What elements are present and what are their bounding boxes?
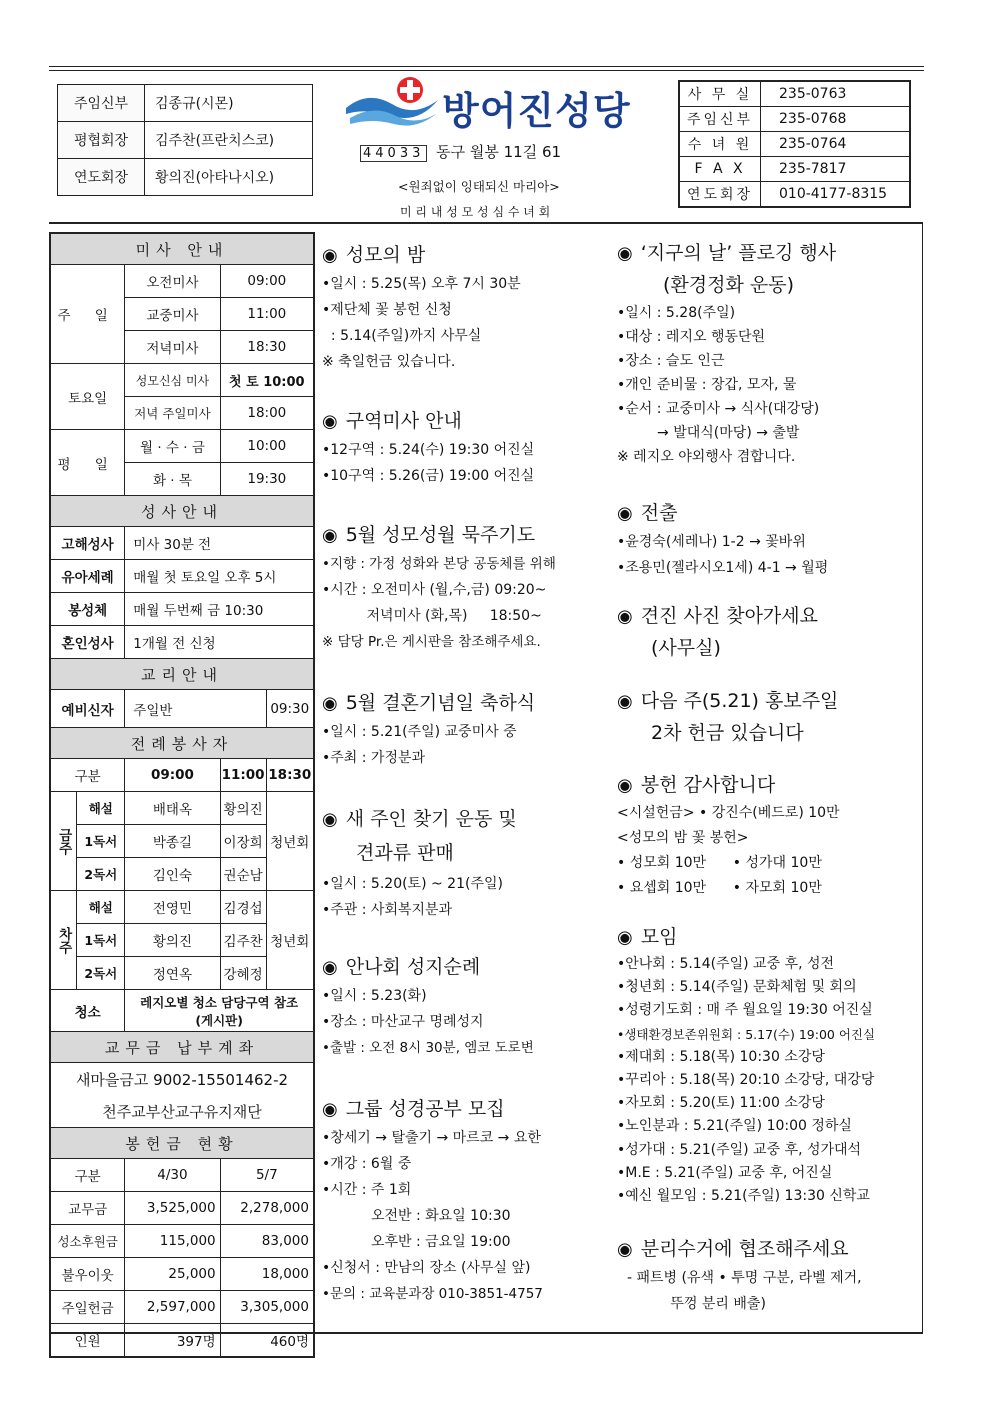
bullet-icon: ◉ (617, 691, 633, 712)
notice-line: •제단체 꽃 봉헌 신청 (322, 302, 452, 318)
phone-value: 235-0768 (761, 107, 911, 132)
sacrament-value: 1개월 전 신청 (125, 626, 314, 659)
patron: <원죄없이 잉태되신 마리아> (398, 179, 560, 194)
saturday-label: 토요일 (50, 364, 125, 430)
notice-line: <성모의 밤 꽃 봉헌> (617, 830, 749, 846)
bullet-icon: ◉ (617, 927, 633, 948)
phone-value: 010-4177-8315 (761, 182, 911, 208)
notice-section (617, 686, 917, 749)
notice-title (617, 686, 917, 717)
offering-head: 5/7 (220, 1159, 314, 1192)
offering-key: 교무금 (50, 1192, 125, 1225)
notice-section (617, 601, 917, 664)
notice-line: •장소 : 마산교구 명례성지 (322, 1014, 484, 1030)
notice-line: •장소 : 슬도 인근 (617, 353, 725, 369)
notice-section (617, 498, 917, 581)
mass-name: 오전미사 (125, 265, 220, 298)
sacrament-key: 봉성체 (50, 593, 125, 626)
servers-head: 11:00 (220, 759, 266, 792)
mass-title: 미사 안내 (50, 233, 314, 265)
sunday-label: 주 일 (50, 265, 125, 364)
mass-time: 10:00 (220, 430, 314, 463)
mass-time: 09:00 (220, 265, 314, 298)
title-text: ‘지구의 날’ 플로깅 행사 (640, 242, 837, 264)
sacrament-key: 혼인성사 (50, 626, 125, 659)
mass-name: 교중미사 (125, 298, 220, 331)
title-text: 전출 (640, 502, 678, 524)
notice-line: •주관 : 사회복지분과 (322, 902, 453, 918)
notice-title-cont: 2차 헌금 있습니다 (651, 722, 804, 744)
title-text: 5월 결혼기념일 축하식 (345, 692, 536, 714)
top-rule (49, 66, 924, 67)
notice-line: • 요셉회 10만 • 자모회 10만 (617, 880, 822, 896)
servers-head: 09:00 (125, 759, 220, 792)
mass-name: 월 · 수 · 금 (125, 430, 220, 463)
name-cell: 김주찬(프란치스코) (145, 122, 313, 159)
servers-head: 구분 (50, 759, 125, 792)
offering-value: 2,597,000 (125, 1291, 220, 1324)
server-role: 1독서 (77, 825, 125, 858)
offering-head: 구분 (50, 1159, 125, 1192)
bullet-icon: ◉ (322, 1099, 338, 1120)
notice-title-cont: (사무실) (651, 637, 721, 659)
notice-title (322, 1094, 607, 1125)
notice-title (617, 238, 917, 269)
doctrine-time: 09:30 (266, 690, 314, 728)
notice-line: •시간 : 주 1회 (322, 1182, 412, 1198)
name-cell: 김종규(시몬) (145, 85, 313, 122)
notice-line: •개강 : 6월 중 (322, 1156, 412, 1172)
name-cell: 황의진(아타나시오) (145, 159, 313, 196)
title-text: 분리수거에 협조해주세요 (640, 1238, 849, 1260)
server-name: 황의진 (220, 792, 266, 825)
weekday-label: 평 일 (50, 430, 125, 496)
offering-key: 주일헌금 (50, 1291, 125, 1324)
notice-line: → 발대식(마당) → 출발 (617, 425, 800, 441)
notice-line: •개인 준비물 : 장갑, 모자, 물 (617, 377, 797, 393)
sacrament-value: 매월 첫 토요일 오후 5시 (125, 560, 314, 593)
phone-label: 연도회장 (679, 182, 761, 208)
offering-value: 83,000 (220, 1225, 314, 1258)
server-name: 김인숙 (125, 858, 220, 891)
offering-value: 3,525,000 (125, 1192, 220, 1225)
mass-time: 첫 토 10:00 (220, 364, 314, 397)
server-name: 배태옥 (125, 792, 220, 825)
notice-title (617, 601, 917, 632)
notice-section (322, 520, 607, 655)
title-text: 구역미사 안내 (345, 410, 462, 432)
offering-value: 115,000 (125, 1225, 220, 1258)
offering-value: 460명 (220, 1324, 314, 1358)
notice-line: •신청서 : 만남의 장소 (사무실 앞) (322, 1260, 531, 1276)
bullet-icon: ◉ (617, 503, 633, 524)
servers-head: 18:30 (266, 759, 314, 792)
postal-code: 44033 (360, 145, 427, 162)
notice-line: •성령기도회 : 매 주 월요일 19:30 어진실 (617, 1002, 873, 1019)
offering-title: 봉헌금 현황 (50, 1128, 314, 1159)
offering-key: 성소후원금 (50, 1225, 125, 1258)
mass-name: 성모신심 미사 (125, 364, 220, 397)
bullet-icon: ◉ (322, 809, 338, 830)
notice-section (322, 952, 607, 1061)
notice-line: •창세기 → 탈출기 → 마르코 → 요한 (322, 1130, 541, 1146)
notice-section (617, 238, 917, 469)
account-number: 새마을금고 9002-15501462-2 (50, 1063, 314, 1096)
server-role: 2독서 (77, 957, 125, 990)
notice-section (617, 922, 917, 1208)
server-name: 김주찬 (220, 924, 266, 957)
notice-section (322, 804, 607, 923)
doctrine-title: 교리안내 (50, 659, 314, 690)
week-label: 금주 (50, 792, 77, 891)
notice-section (322, 240, 607, 375)
bullet-icon: ◉ (322, 411, 338, 432)
mass-time: 18:00 (220, 397, 314, 430)
server-evening: 청년회 (266, 792, 314, 891)
top-rule-2 (49, 70, 924, 71)
notice-title (617, 922, 917, 953)
offering-key: 불우이웃 (50, 1258, 125, 1291)
notice-title-cont: (환경정화 운동) (663, 274, 794, 296)
week-label: 차주 (50, 891, 77, 990)
title-text: 안나회 성지순례 (345, 956, 481, 978)
bullet-icon: ◉ (322, 525, 338, 546)
notice-line: •꾸리아 : 5.18(목) 20:10 소강당, 대강당 (617, 1072, 875, 1089)
bullet-icon: ◉ (322, 957, 338, 978)
offering-key: 인원 (50, 1324, 125, 1358)
phone-value: 235-7817 (761, 157, 911, 182)
notice-section (322, 406, 607, 489)
mass-time: 11:00 (220, 298, 314, 331)
role-cell: 연도회장 (58, 159, 145, 196)
mass-name: 저녁미사 (125, 331, 220, 364)
server-role: 2독서 (77, 858, 125, 891)
notice-title (322, 240, 607, 271)
phone-value: 235-0764 (761, 132, 911, 157)
notice-line: •노인분과 : 5.21(주일) 10:00 정하실 (617, 1118, 852, 1135)
title-text: 그룹 성경공부 모집 (345, 1098, 505, 1120)
notice-line: : 5.14(주일)까지 사무실 (322, 328, 482, 344)
notice-line: •생태환경보존위원회 : 5.17(수) 19:00 어진실 (617, 1026, 876, 1042)
notice-line: •M.E : 5.21(주일) 교중 후, 어진실 (617, 1164, 833, 1181)
phone-label: 사 무 실 (679, 81, 761, 107)
notice-title (322, 688, 607, 719)
notice-line: •지향 : 가정 성화와 본당 공동체를 위해 (322, 556, 556, 572)
offering-value: 25,000 (125, 1258, 220, 1291)
doctrine-key: 예비신자 (50, 690, 125, 728)
church-logo-icon (344, 74, 440, 126)
notice-line: 오전반 : 화요일 10:30 (322, 1208, 511, 1224)
notice-line: •윤경숙(세레나) 1-2 → 꽃바위 (617, 534, 806, 550)
notice-title-cont: 견과류 판매 (356, 842, 454, 864)
notice-line: •출발 : 오전 8시 30분, 엠코 도로변 (322, 1040, 534, 1056)
phone-label: 주임신부 (679, 107, 761, 132)
bullet-icon: ◉ (322, 693, 338, 714)
title-text: 새 주인 찾기 운동 및 (345, 808, 517, 830)
server-name: 김경섭 (220, 891, 266, 924)
sacrament-key: 유아세례 (50, 560, 125, 593)
notice-section (322, 1094, 607, 1307)
title-text: 모임 (640, 926, 678, 948)
title-text: 봉헌 감사합니다 (640, 774, 776, 796)
offering-value: 2,278,000 (220, 1192, 314, 1225)
notice-line: ※ 담당 Pr.은 게시판을 참조해주세요. (322, 634, 541, 650)
notice-line: •주최 : 가정분과 (322, 750, 426, 766)
notice-line: •예신 월모임 : 5.21(주일) 13:30 신학교 (617, 1188, 870, 1205)
title-text: 견진 사진 찾아가세요 (640, 605, 818, 627)
notice-line: •문의 : 교육분과장 010-3851-4757 (322, 1286, 543, 1302)
notice-line: •10구역 : 5.26(금) 19:00 어진실 (322, 468, 535, 484)
offering-value: 18,000 (220, 1258, 314, 1291)
notice-title (322, 520, 607, 551)
notice-line: ※ 축일헌금 있습니다. (322, 354, 456, 370)
cleaning-value: 레지오별 청소 담당구역 참조 (게시판) (125, 990, 314, 1032)
bullet-icon: ◉ (617, 1239, 633, 1260)
notice-line: •대상 : 레지오 행동단원 (617, 329, 766, 345)
convent: 미 리 내 성 모 성 심 수 녀 회 (400, 205, 551, 219)
notice-line: 저녁미사 (화,목) 18:50~ (322, 608, 542, 624)
address: 동구 월봉 11길 61 (436, 143, 562, 161)
notice-line: •시간 : 오전미사 (월,수,금) 09:20~ (322, 582, 547, 598)
server-role: 1독서 (77, 924, 125, 957)
server-name: 강혜정 (220, 957, 266, 990)
notice-line: •일시 : 5.25(목) 오후 7시 30분 (322, 276, 521, 292)
doctrine-value: 주일반 (125, 690, 266, 728)
account-title: 교무금 납부계좌 (50, 1032, 314, 1063)
server-name: 이장희 (220, 825, 266, 858)
notice-line: •안나회 : 5.14(주일) 교중 후, 성전 (617, 956, 835, 972)
notice-line: 뚜껑 분리 배출) (617, 1296, 766, 1312)
notice-section (617, 1234, 917, 1317)
notice-title (617, 1234, 917, 1265)
notice-line: •12구역 : 5.24(수) 19:30 어진실 (322, 442, 535, 458)
servers-title: 전례봉사자 (50, 728, 314, 759)
notice-line: - 패트병 (유색 • 투명 구분, 라벨 제거, (627, 1270, 862, 1286)
title-text: 성모의 밤 (345, 244, 426, 266)
mass-time: 18:30 (220, 331, 314, 364)
bullet-icon: ◉ (617, 243, 633, 264)
notice-line: •성가대 : 5.21(주일) 교중 후, 성가대석 (617, 1141, 862, 1158)
mass-name: 화 · 목 (125, 463, 220, 496)
title-text: 다음 주(5.21) 홍보주일 (640, 690, 839, 712)
sidebar-table (49, 232, 315, 1358)
notice-line: •제대회 : 5.18(목) 10:30 소강당 (617, 1048, 825, 1065)
notice-line: •일시 : 5.28(주일) (617, 305, 736, 321)
notice-line: •청년회 : 5.14(주일) 문화체험 및 회의 (617, 979, 857, 996)
server-name: 박종길 (125, 825, 220, 858)
phone-label: 수 녀 원 (679, 132, 761, 157)
role-cell: 평협회장 (58, 122, 145, 159)
server-name: 황의진 (125, 924, 220, 957)
phone-label: F A X (679, 157, 761, 182)
account-holder: 천주교부산교구유지재단 (50, 1095, 314, 1128)
server-name: 정연옥 (125, 957, 220, 990)
server-role: 해설 (77, 891, 125, 924)
bullet-icon: ◉ (322, 245, 338, 266)
role-cell: 주임신부 (58, 85, 145, 122)
sacrament-value: 미사 30분 전 (125, 527, 314, 560)
notice-title (322, 804, 607, 835)
notice-title (322, 406, 607, 437)
address-line (360, 141, 561, 162)
mass-name: 저녁 주일미사 (125, 397, 220, 430)
notice-title (322, 952, 607, 983)
notice-line: • 성모회 10만 • 성가대 10만 (617, 855, 822, 871)
sacrament-key: 고해성사 (50, 527, 125, 560)
offering-value: 397명 (125, 1324, 220, 1358)
notice-title (617, 770, 917, 801)
notice-line: 오후반 : 금요일 19:00 (322, 1234, 511, 1250)
server-role: 해설 (77, 792, 125, 825)
notice-line: •일시 : 5.21(주일) 교중미사 중 (322, 724, 517, 740)
notice-line: •일시 : 5.23(화) (322, 988, 427, 1004)
mass-time: 19:30 (220, 463, 314, 496)
bullet-icon: ◉ (617, 775, 633, 796)
offering-head: 4/30 (125, 1159, 220, 1192)
offering-value: 3,305,000 (220, 1291, 314, 1324)
notice-section (322, 688, 607, 771)
notice-section (617, 770, 917, 901)
cleaning-key: 청소 (50, 990, 125, 1032)
notice-line: ※ 레지오 야외행사 겸합니다. (617, 449, 796, 465)
notice-line: <시설헌금> • 강진수(베드로) 10만 (617, 805, 840, 821)
sacrament-title: 성사안내 (50, 496, 314, 527)
clergy-table (57, 84, 313, 196)
bullet-icon: ◉ (617, 606, 633, 627)
server-evening: 청년회 (266, 891, 314, 990)
notice-line: •순서 : 교중미사 → 식사(대강당) (617, 401, 820, 417)
phone-value: 235-0763 (761, 81, 911, 107)
church-name: 방어진성당 (442, 89, 631, 133)
notice-line: •자모회 : 5.20(토) 11:00 소강당 (617, 1095, 825, 1112)
notice-line: •조용민(젤라시오1세) 4-1 → 월평 (617, 560, 829, 576)
sacrament-value: 매월 두번째 금 10:30 (125, 593, 314, 626)
title-text: 5월 성모성월 묵주기도 (345, 524, 536, 546)
server-name: 권순남 (220, 858, 266, 891)
server-name: 전영민 (125, 891, 220, 924)
phone-table (678, 80, 911, 208)
notice-line: •일시 : 5.20(토) ~ 21(주일) (322, 876, 503, 892)
notice-title (617, 498, 917, 529)
